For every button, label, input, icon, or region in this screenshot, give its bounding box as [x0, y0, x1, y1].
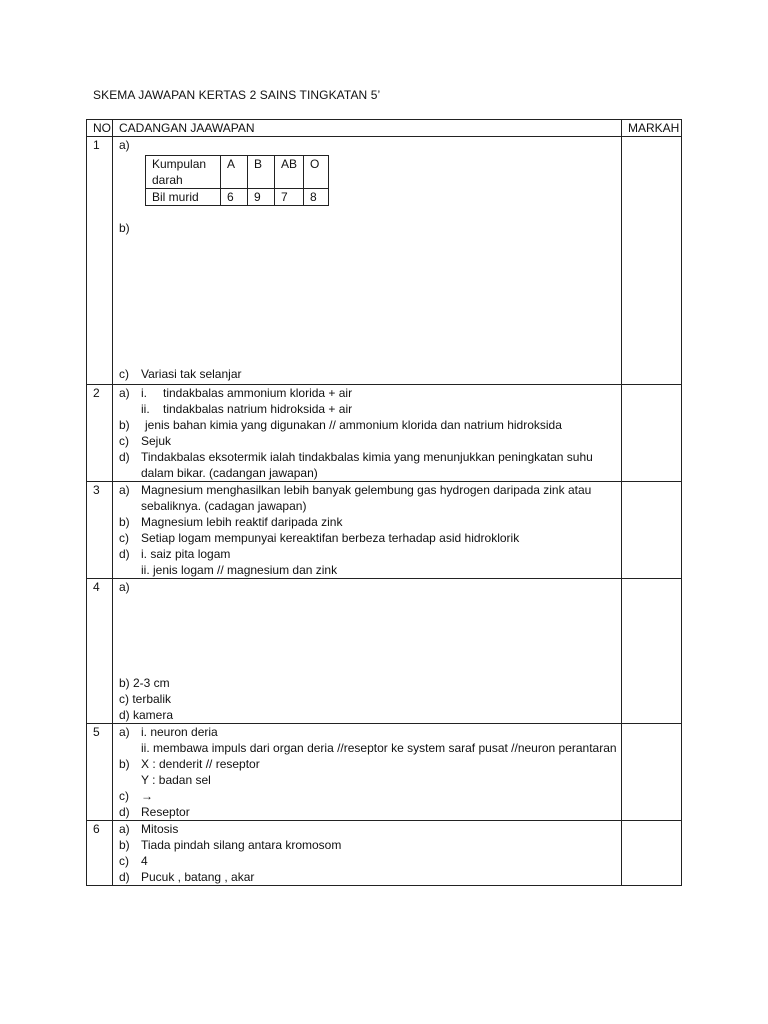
answer-text: Setiap logam mempunyai kereaktifan berbeza terhadap asid hidroklorik — [141, 531, 520, 545]
answer-text: Sejuk — [141, 434, 172, 448]
table-cell: A — [221, 156, 248, 189]
table-cell: 8 — [304, 189, 329, 206]
marks-cell — [622, 579, 682, 724]
header-no: NO — [87, 120, 113, 137]
marks-cell — [622, 724, 682, 821]
header-marks: MARKAH — [622, 120, 682, 137]
question-number: 5 — [87, 724, 113, 821]
document-title: SKEMA JAWAPAN KERTAS 2 SAINS TINGKATAN 5’ — [93, 88, 381, 102]
part-label: b) — [119, 515, 130, 529]
answer-text: Tindakbalas eksotermik ialah tindakbalas kimia yang menunjukkan peningkatan suhu dalam bikar. (cadangan jawapan) — [141, 450, 593, 480]
marks-cell — [622, 385, 682, 482]
blood-group-table — [145, 155, 329, 206]
answer-text: Y : badan sel — [141, 773, 211, 787]
table-cell: O — [304, 156, 329, 189]
table-row — [146, 189, 329, 206]
marks-cell — [622, 821, 682, 886]
part-label: d) — [119, 547, 130, 561]
part-label: b) — [119, 757, 130, 771]
question-number: 3 — [87, 482, 113, 579]
part-label: c) — [119, 531, 129, 545]
answer-text: d) kamera — [119, 708, 174, 722]
answer-text: i. saiz pita logam — [141, 547, 231, 561]
answer-cell — [113, 385, 622, 482]
header-answer: CADANGAN JAAWAPAN — [113, 120, 622, 137]
part-label: c) — [119, 367, 129, 381]
answer-cell — [113, 579, 622, 724]
part-label: a) — [119, 725, 130, 739]
answer-text: Variasi tak selanjar — [141, 367, 242, 381]
sub-label: i. — [141, 386, 147, 400]
answer-cell — [113, 482, 622, 579]
answer-cell — [113, 821, 622, 886]
part-label: d) — [119, 870, 130, 884]
part-label: b) — [119, 221, 130, 235]
answer-cell — [113, 724, 622, 821]
table-cell: B — [248, 156, 275, 189]
question-number: 2 — [87, 385, 113, 482]
answer-text: Magnesium menghasilkan lebih banyak gelembung gas hydrogen daripada zink atau sebaliknya. (cadagan jawapan) — [141, 483, 592, 513]
question-row-1 — [87, 137, 682, 385]
part-label: c) — [119, 854, 129, 868]
question-row-4 — [87, 579, 682, 724]
answer-text: ii. jenis logam // magnesium dan zink — [141, 563, 338, 577]
question-row-5 — [87, 724, 682, 821]
answer-text: 4 — [141, 854, 148, 868]
answer-text: i. neuron deria — [141, 725, 218, 739]
table-header-row — [87, 120, 682, 137]
part-label: c) — [119, 434, 129, 448]
table-cell: 7 — [275, 189, 304, 206]
question-number: 1 — [87, 137, 113, 385]
table-cell: AB — [275, 156, 304, 189]
answer-text: c) terbalik — [119, 692, 172, 706]
part-label: a) — [119, 386, 130, 400]
part-label: b) — [119, 838, 130, 852]
answer-text: ii. membawa impuls dari organ deria //reseptor ke system saraf pusat //neuron perantaran — [141, 741, 617, 755]
answer-text: tindakbalas natrium hidroksida + air — [163, 402, 353, 416]
sub-label: ii. — [141, 402, 150, 416]
answer-text: tindakbalas ammonium klorida + air — [163, 386, 353, 400]
answer-text: Tiada pindah silang antara kromosom — [141, 838, 342, 852]
part-label: c) — [119, 789, 129, 803]
table-cell: 6 — [221, 189, 248, 206]
answer-cell — [113, 137, 622, 385]
table-cell: Kumpulan darah — [146, 156, 221, 189]
marks-cell — [622, 482, 682, 579]
table-cell: 9 — [248, 189, 275, 206]
answer-text: X : denderit // reseptor — [141, 757, 260, 771]
answer-scheme-table — [86, 119, 682, 886]
part-label: d) — [119, 450, 130, 464]
answer-text: Reseptor — [141, 805, 190, 819]
table-row — [146, 156, 329, 189]
marks-cell — [622, 137, 682, 385]
question-number: 6 — [87, 821, 113, 886]
part-label: a) — [119, 822, 130, 836]
question-number: 4 — [87, 579, 113, 724]
answer-text: jenis bahan kimia yang digunakan // ammonium klorida dan natrium hidroksida — [145, 418, 562, 432]
part-label: b) — [119, 418, 130, 432]
question-row-6 — [87, 821, 682, 886]
question-row-3 — [87, 482, 682, 579]
answer-text: Pucuk , batang , akar — [141, 870, 255, 884]
part-label: a) — [119, 138, 130, 152]
arrow-icon: → — [141, 789, 153, 803]
part-label: a) — [119, 483, 130, 497]
part-label: a) — [119, 580, 130, 594]
answer-text: Mitosis — [141, 822, 179, 836]
table-cell: Bil murid — [146, 189, 221, 206]
question-row-2 — [87, 385, 682, 482]
answer-text: b) 2-3 cm — [119, 676, 170, 690]
part-label: d) — [119, 805, 130, 819]
answer-text: Magnesium lebih reaktif daripada zink — [141, 515, 343, 529]
